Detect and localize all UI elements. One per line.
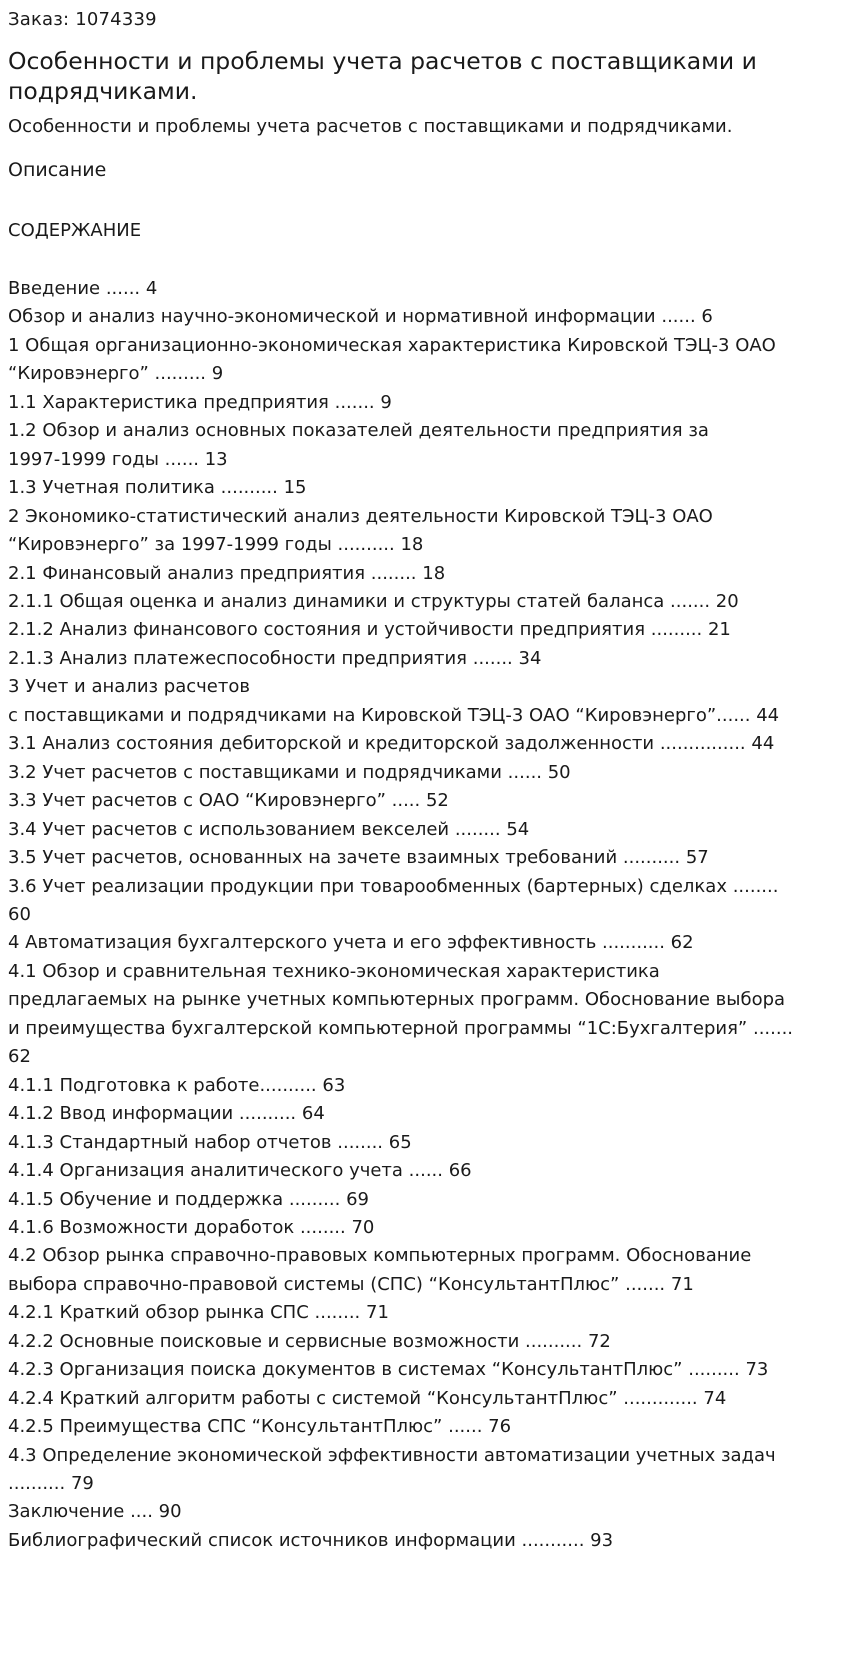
toc-line: с поставщиками и подрядчиками на Кировской ТЭЦ-3 ОАО “Кировэнерго”...... 44 bbox=[8, 704, 780, 726]
table-of-contents bbox=[8, 275, 842, 1555]
toc-line: 60 bbox=[8, 903, 31, 925]
toc-line: 4 Автоматизация бухгалтерского учета и его эффективность ........... 62 bbox=[8, 932, 694, 954]
toc-line: 4.2.2 Основные поисковые и сервисные возможности .......... 72 bbox=[8, 1330, 611, 1352]
page-subtitle: Особенности и проблемы учета расчетов с поставщиками и подрядчиками. bbox=[8, 116, 733, 137]
contents-heading: СОДЕРЖАНИЕ bbox=[8, 220, 142, 241]
toc-line: 4.1 Обзор и сравнительная технико-экономическая характеристика bbox=[8, 960, 660, 982]
toc-line: 4.1.4 Организация аналитического учета ...... 66 bbox=[8, 1160, 472, 1182]
toc-line: 3 Учет и анализ расчетов bbox=[8, 676, 250, 698]
toc-line: 62 bbox=[8, 1046, 31, 1068]
toc-line: и преимущества бухгалтерской компьютерной программы “1С:Бухгалтерия” ....... bbox=[8, 1017, 794, 1039]
toc-line: 3.5 Учет расчетов, основанных на зачете взаимных требований .......... 57 bbox=[8, 847, 709, 869]
toc-line: 3.4 Учет расчетов с использованием векселей ........ 54 bbox=[8, 818, 530, 840]
toc-line: предлагаемых на рынке учетных компьютерных программ. Обоснование выбора bbox=[8, 989, 786, 1011]
toc-line: 1 Общая организационно-экономическая характеристика Кировской ТЭЦ-3 ОАО bbox=[8, 334, 776, 356]
toc-line: 4.1.5 Обучение и поддержка ......... 69 bbox=[8, 1188, 369, 1210]
toc-line: 4.2.5 Преимущества СПС “КонсультантПлюс” ...... 76 bbox=[8, 1416, 512, 1438]
toc-line: 4.3 Определение экономической эффективности автоматизации учетных задач bbox=[8, 1444, 776, 1466]
toc-line: Введение ...... 4 bbox=[8, 278, 158, 299]
toc-line: 2 Экономико-статистический анализ деятельности Кировской ТЭЦ-3 ОАО bbox=[8, 505, 713, 527]
toc-line: 2.1.1 Общая оценка и анализ динамики и структуры статей баланса ....... 20 bbox=[8, 590, 739, 612]
toc-line: Обзор и анализ научно-экономической и нормативной информации ...... 6 bbox=[8, 306, 713, 328]
toc-line: 3.2 Учет расчетов с поставщиками и подрядчиками ...... 50 bbox=[8, 761, 571, 783]
toc-line: 1.3 Учетная политика .......... 15 bbox=[8, 477, 307, 499]
description-heading: Описание bbox=[8, 159, 107, 181]
toc-line: .......... 79 bbox=[8, 1473, 94, 1495]
toc-line: Заключение .... 90 bbox=[8, 1501, 182, 1523]
toc-line: 4.2.4 Краткий алгоритм работы с системой “КонсультантПлюс” ............. 74 bbox=[8, 1387, 727, 1409]
toc-line: “Кировэнерго” ......... 9 bbox=[8, 363, 224, 385]
toc-line: Библиографический список источников информации ........... 93 bbox=[8, 1529, 614, 1551]
toc-line: 4.1.1 Подготовка к работе.......... 63 bbox=[8, 1074, 346, 1096]
toc-line: “Кировэнерго” за 1997-1999 годы .......... 18 bbox=[8, 534, 424, 556]
toc-line: выбора справочно-правовой системы (СПС) “КонсультантПлюс” ....... 71 bbox=[8, 1273, 694, 1295]
page-title: Особенности и проблемы учета расчетов с поставщиками и подрядчиками. bbox=[8, 47, 757, 105]
toc-line: 4.1.6 Возможности доработок ........ 70 bbox=[8, 1216, 375, 1238]
toc-line: 2.1.2 Анализ финансового состояния и устойчивости предприятия ......... 21 bbox=[8, 619, 731, 641]
order-number: Заказ: 1074339 bbox=[8, 9, 157, 30]
toc-line: 1.1 Характеристика предприятия ....... 9 bbox=[8, 391, 392, 413]
toc-line: 1.2 Обзор и анализ основных показателей деятельности предприятия за bbox=[8, 420, 709, 442]
toc-line: 3.6 Учет реализации продукции при товарообменных (бартерных) сделках ........ bbox=[8, 875, 779, 897]
toc-line: 4.1.3 Стандартный набор отчетов ........ 65 bbox=[8, 1131, 412, 1153]
toc-line: 4.2.1 Краткий обзор рынка СПС ........ 71 bbox=[8, 1302, 389, 1324]
toc-line: 4.2 Обзор рынка справочно-правовых компьютерных программ. Обоснование bbox=[8, 1245, 752, 1267]
toc-line: 2.1.3 Анализ платежеспособности предприятия ....... 34 bbox=[8, 647, 542, 669]
toc-line: 1997-1999 годы ...... 13 bbox=[8, 448, 228, 470]
toc-line: 4.1.2 Ввод информации .......... 64 bbox=[8, 1103, 325, 1125]
toc-line: 4.2.3 Организация поиска документов в системах “КонсультантПлюс” ......... 73 bbox=[8, 1359, 769, 1381]
toc-line: 3.1 Анализ состояния дебиторской и кредиторской задолженности ............... 44 bbox=[8, 733, 775, 755]
toc-line: 2.1 Финансовый анализ предприятия ........ 18 bbox=[8, 562, 446, 584]
toc-line: 3.3 Учет расчетов с ОАО “Кировэнерго” ..... 52 bbox=[8, 790, 449, 812]
